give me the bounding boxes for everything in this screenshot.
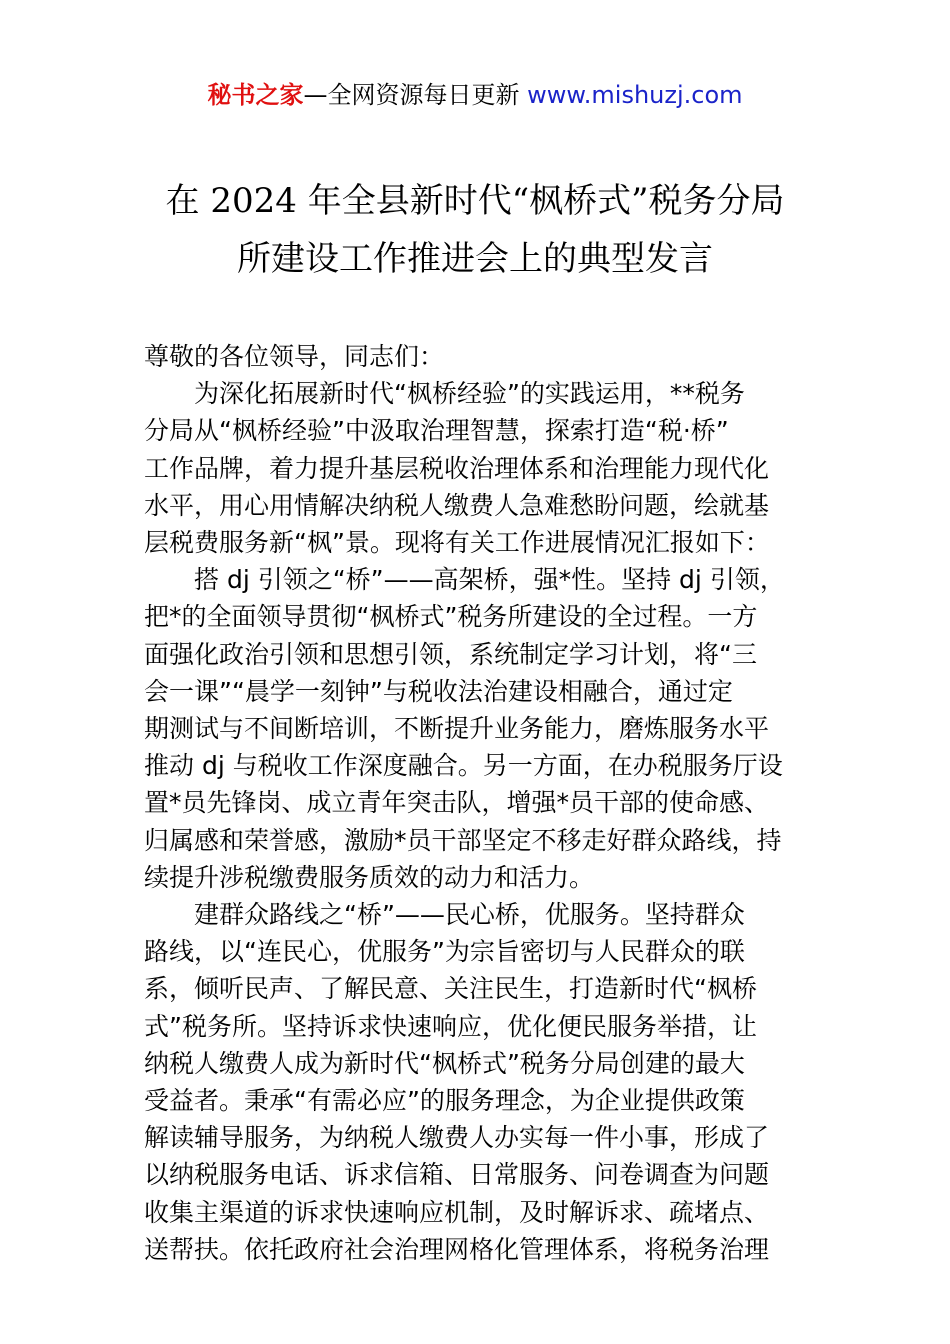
paragraph-line: 期测试与不间断培训，不断提升业务能力，磨炼服务水平 [144,714,770,744]
site-header [0,78,950,112]
paragraph-line: 收集主渠道的诉求快速响应机制，及时解诉求、疏堵点、 [144,1197,770,1227]
paragraph-line: 分局从“枫桥经验”中汲取治理智慧，探索打造“税·桥” [144,416,729,446]
header-tagline: —全网资源每日更新 [303,81,528,109]
paragraph-line: 水平，用心用情解决纳税人缴费人急难愁盼问题，绘就基 [144,490,770,520]
paragraph-line: 面强化政治引领和思想引领，系统制定学习计划，将“三 [144,639,757,669]
site-url-link[interactable]: www.mishuzj.com [527,81,743,109]
paragraph-mass-line [144,896,808,1268]
paragraph-line: 建群众路线之“桥”——民心桥，优服务。坚持群众 [194,900,745,930]
paragraph-line: 工作品牌，着力提升基层税收治理体系和治理能力现代化 [144,453,770,483]
paragraph-line: 为深化拓展新时代“枫桥经验”的实践运用，**税务 [194,379,745,409]
paragraph-line: 以纳税服务电话、诉求信箱、日常服务、问卷调查为问题 [144,1160,770,1190]
paragraph-party-leadership [144,561,808,896]
paragraph-line: 路线，以“连民心，优服务”为宗旨密切与人民群众的联 [144,937,745,967]
title-line-1: 在 2024 年全县新时代“枫桥式”税务分局 [165,181,785,221]
paragraph-intro [144,375,808,561]
document-body [144,338,808,1268]
paragraph-line: 搭 dj 引领之“桥”——高架桥，强*性。坚持 dj 引领， [194,565,785,595]
paragraph-line: 送帮扶。依托政府社会治理网格化管理体系，将税务治理 [144,1234,770,1264]
paragraph-line: 续提升涉税缴费服务质效的动力和活力。 [144,862,595,892]
paragraph-line: 推动 dj 与税收工作深度融合。另一方面，在办税服务厅设 [144,751,783,781]
paragraph-line: 会一课”“晨学一刻钟”与税收法治建设相融合，通过定 [144,676,733,706]
paragraph-line: 式”税务所。坚持诉求快速响应，优化便民服务举措，让 [144,1011,757,1041]
paragraph-line: 纳税人缴费人成为新时代“枫桥式”税务分局创建的最大 [144,1048,745,1078]
paragraph-line: 层税费服务新“枫”景。现将有关工作进展情况汇报如下： [144,528,770,558]
paragraph-line: 归属感和荣誉感，激励*员干部坚定不移走好群众路线，持 [144,825,782,855]
paragraph-line: 把*的全面领导贯彻“枫桥式”税务所建设的全过程。一方 [144,602,758,632]
paragraph-line: 系，倾听民声、了解民意、关注民生，打造新时代“枫桥 [144,974,757,1004]
paragraph-line: 解读辅导服务，为纳税人缴费人办实每一件小事，形成了 [144,1123,770,1153]
document-title [0,172,950,288]
salutation: 尊敬的各位领导，同志们： [144,342,445,371]
brand-name: 秘书之家 [207,81,304,109]
paragraph-line: 受益者。秉承“有需必应”的服务理念，为企业提供政策 [144,1086,745,1116]
title-line-2: 所建设工作推进会上的典型发言 [237,239,713,279]
paragraph-line: 置*员先锋岗、成立青年突击队，增强*员干部的使命感、 [144,788,770,818]
